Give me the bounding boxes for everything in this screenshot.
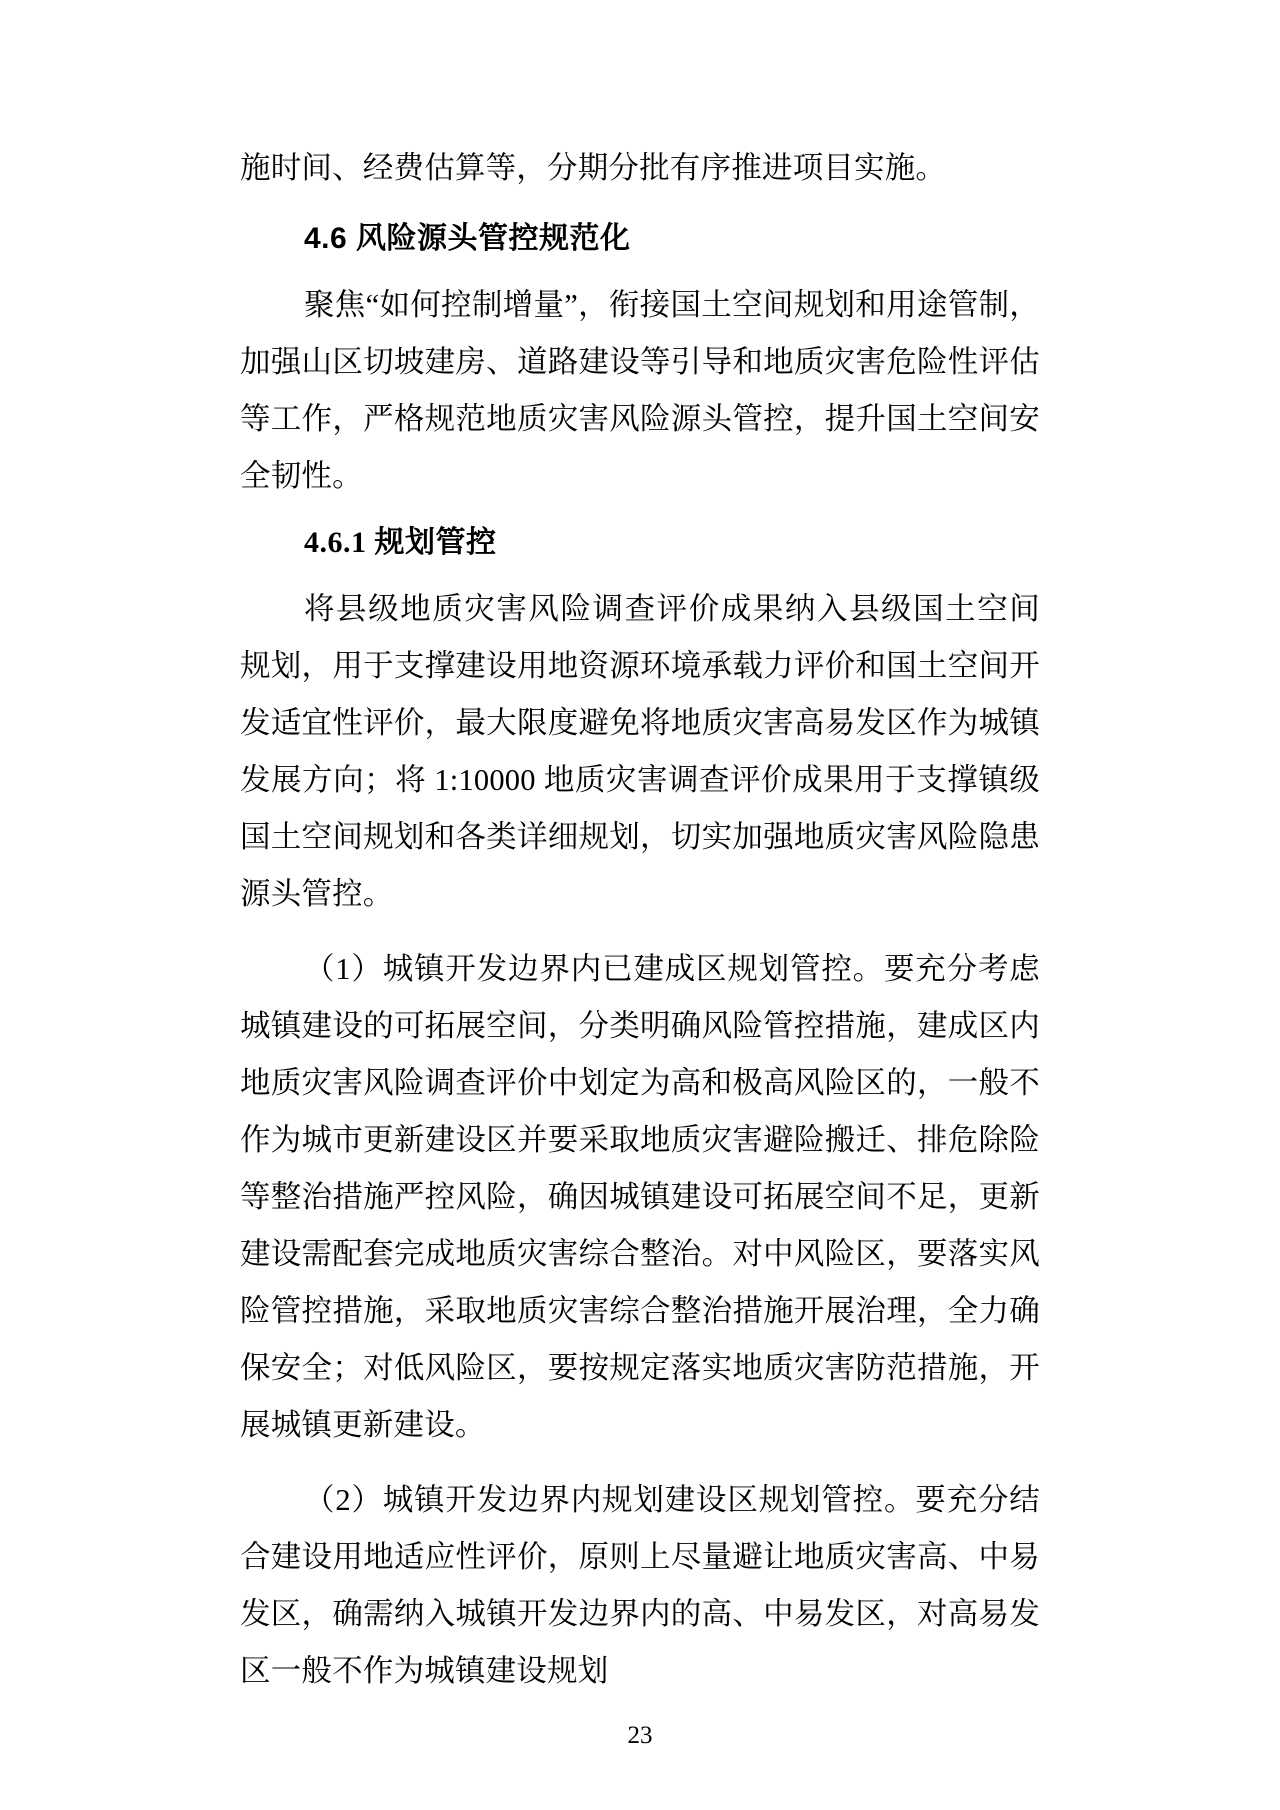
spacer [240, 197, 1040, 211]
paragraph-item-1: （1）城镇开发边界内已建成区规划管控。要充分考虑城镇建设的可拓展空间，分类明确风险管控措施，建成区内地质灾害风险调查评价中划定为高和极高风险区的，一般不作为城市更新建设区并要采取地质灾害避险搬迁、排危除险等整治措施严控风险，确因城镇建设可拓展空间不足，更新建设需配套完成地质灾害综合整治。对中风险区，要落实风险管控措施，采取地质灾害综合整治措施开展治理，全力确保安全；对低风险区，要按规定落实地质灾害防范措施，开展城镇更新建设。 [240, 952, 1040, 1442]
heading-4-6-1: 4.6.1 规划管控 [304, 526, 497, 559]
spacer [240, 267, 1040, 277]
paragraph-4-6-intro: 聚焦“如何控制增量”，衔接国土空间规划和用途管制，加强山区切坡建房、道路建设等引导和地质灾害危险性评估等工作，严格规范地质灾害风险源头管控，提升国土空间安全韧性。 [240, 288, 1040, 493]
document-text-column [240, 140, 1040, 1700]
spacer [240, 571, 1040, 581]
paragraph-item-2: （2）城镇开发边界内规划建设区规划管控。要充分结合建设用地适应性评价，原则上尽量避让地质灾害高、中易发区，确需纳入城镇开发边界内的高、中易发区，对高易发区一般不作为城镇建设规划 [240, 1483, 1040, 1688]
page-number: 23 [627, 1722, 653, 1749]
spacer [240, 1454, 1040, 1472]
spacer [240, 923, 1040, 941]
paragraph-planning-control: 将县级地质灾害风险调查评价成果纳入县级国土空间规划，用于支撑建设用地资源环境承载力评价和国土空间开发适宜性评价，最大限度避免将地质灾害高易发区作为城镇发展方向；将 1:10000 地质灾害调查评价成果用于支撑镇级国土空间规划和各类详细规划，切实加强地质灾害风险隐患源头管控。 [240, 592, 1040, 911]
spacer [240, 505, 1040, 515]
heading-4-6: 4.6 风险源头管控规范化 [304, 222, 631, 255]
paragraph-continuation-top: 施时间、经费估算等，分期分批有序推进项目实施。 [240, 151, 947, 185]
